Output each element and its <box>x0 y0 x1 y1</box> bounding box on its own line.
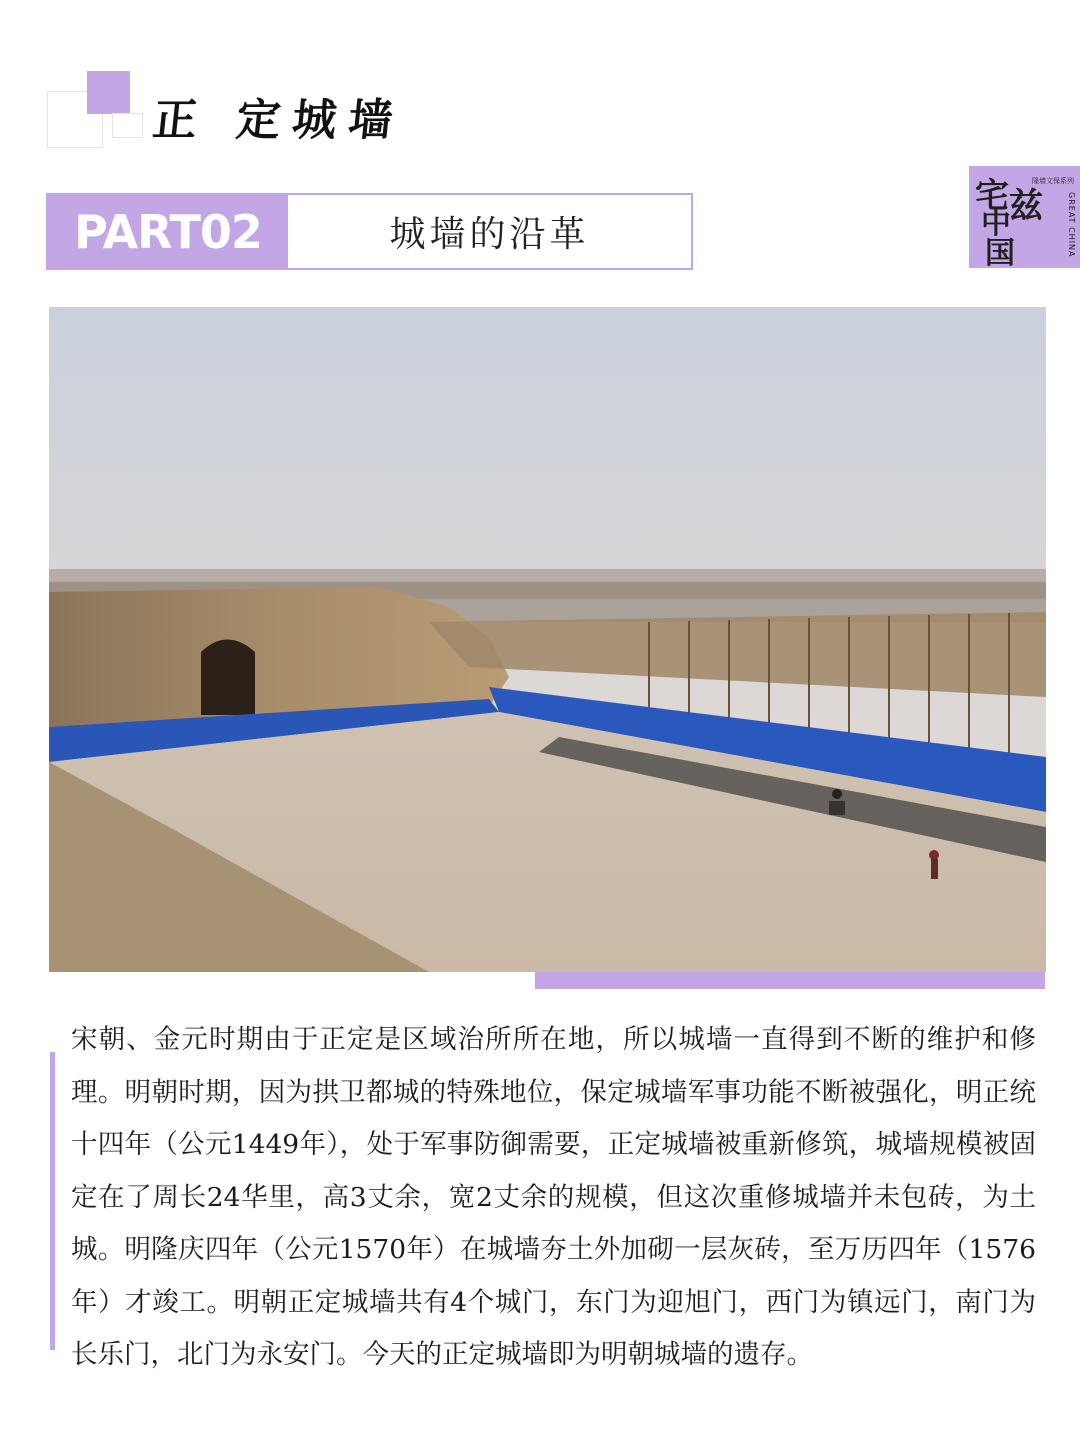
decorative-purple-square <box>87 71 130 114</box>
decorative-outline-small-square <box>112 113 143 138</box>
logo-english-text: GREAT CHINA <box>1067 192 1076 258</box>
city-wall-ruins-illustration <box>49 307 1046 972</box>
logo-char-4: 国 <box>985 236 1015 268</box>
logo-char-1: 宅 <box>975 176 1009 216</box>
page-title: 正 定城墙 <box>150 95 408 146</box>
logo-series-text: 隆墙文保系列 <box>1032 177 1074 185</box>
section-title: 城墙的沿革 <box>389 214 590 255</box>
logo-char-2: 兹 <box>1009 186 1043 226</box>
city-wall-photo <box>49 307 1046 972</box>
part-label: PART02 <box>48 195 288 268</box>
brand-logo <box>969 166 1080 268</box>
logo-char-3: 中 <box>981 206 1011 241</box>
text-accent-bar <box>50 1052 55 1350</box>
photo-accent-bar <box>535 972 1045 989</box>
body-paragraph: 宋朝、金元时期由于正定是区域治所所在地，所以城墙一直得到不断的维护和修理。明朝时期，因为拱卫都城的特殊地位，保定城墙军事功能不断被强化，明正统十四年（公元1449年），处于军事防御需要，正定城墙被重新修筑，城墙规模被固定在了周长24华里，高3丈余，宽2丈余的规模，但这次重修城墙并未包砖，为土城。明隆庆四年（公元1570年）在城墙夯土外加砌一层灰砖，至万历四年（1576年）才竣工。明朝正定城墙共有4个城门，东门为迎旭门，西门为镇远门，南门为长乐门，北门为永安门。今天的正定城墙即为明朝城墙的遗存。 <box>71 1024 1036 1370</box>
section-header <box>46 193 693 270</box>
